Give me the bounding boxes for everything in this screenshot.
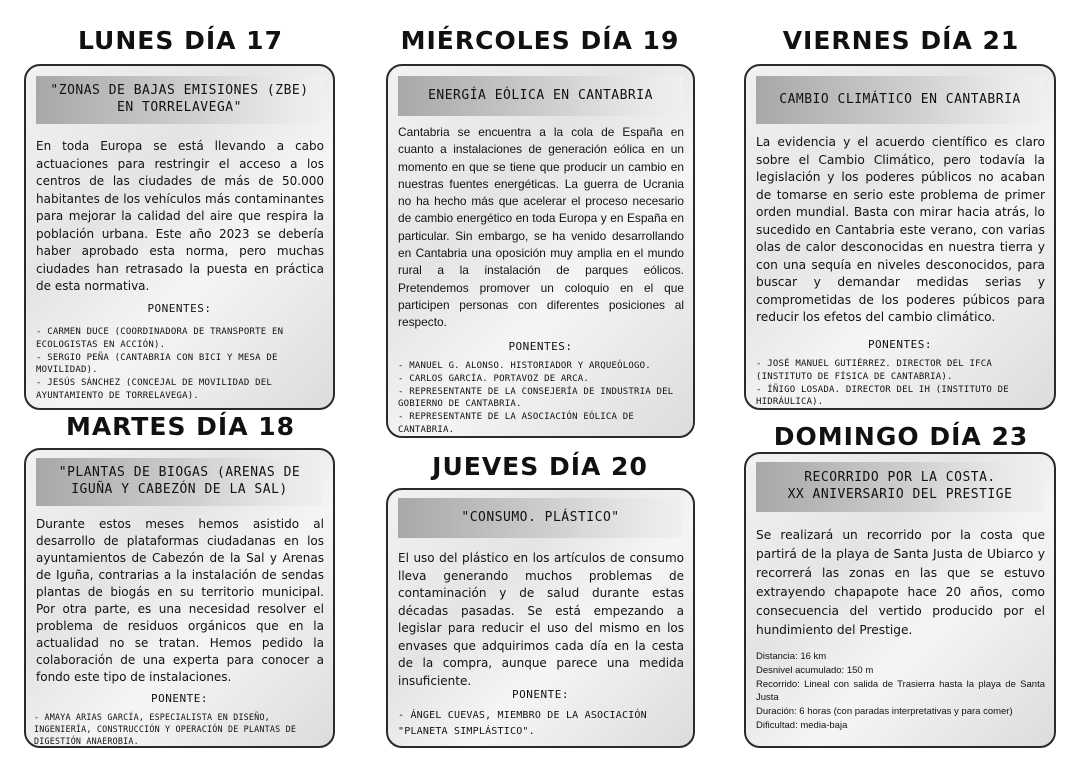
speakers-label-tuesday: PONENTE: xyxy=(151,692,208,705)
event-card-friday xyxy=(744,64,1056,410)
speakers-label-thursday: PONENTE: xyxy=(512,688,569,701)
event-title-monday xyxy=(36,76,323,124)
speaker-item: - JESÚS SÁNCHEZ (CONCEJAL DE MOVILIDAD DEL AYUNTAMIENTO DE TORRELAVEGA). xyxy=(36,378,272,401)
event-title-wednesday xyxy=(398,76,683,116)
speaker-item: - JOSÉ MANUEL GUTIÉRREZ. DIRECTOR DEL IFCA (INSTITUTO DE FÍSICA DE CANTABRIA). xyxy=(756,359,992,382)
event-card-tuesday xyxy=(24,448,335,748)
route-duration: Duración: 6 horas (con paradas interpretativas y para comer) xyxy=(756,706,1013,718)
event-title-friday xyxy=(756,76,1044,124)
event-title-line-1: "PLANTAS DE BIOGAS (ARENAS DE xyxy=(58,465,301,481)
event-title-line-2: XX ANIVERSARIO DEL PRESTIGE xyxy=(787,487,1013,502)
event-title-line-1: RECORRIDO POR LA COSTA. xyxy=(804,470,996,486)
event-card-sunday xyxy=(744,452,1056,748)
speaker-item: - ÁNGEL CUEVAS, MIEMBRO DE LA ASOCIACIÓN "PLANETA SIMPLÁSTICO". xyxy=(398,710,647,737)
speakers-list-monday xyxy=(36,326,323,403)
event-card-wednesday xyxy=(386,64,695,438)
speaker-item: - CARLOS GARCÍA. PORTAVOZ DE ARCA. xyxy=(398,373,590,384)
event-description-monday: En toda Europa se está llevando a cabo actuaciones para restringir el acceso a los centros de las ciudades de más de 50.000 habitantes de los vehículos más contaminantes para mejorar la calidad del aire que respira la población urbana. Este año 2023 se debería haber aprobado esta norma, pero muchas ciudades han retrasado la puesta en práctica de esta normativa. xyxy=(36,139,324,293)
day-title-wednesday: MIÉRCOLES DÍA 19 xyxy=(400,26,680,55)
route-details-sunday xyxy=(756,650,1045,733)
event-description-sunday: Se realizará un recorrido por la costa que partirá de la playa de Santa Justa de Ubiarco y recorrerá las zonas en las que se estuvo extrayendo chapapote hace 20 años, como consecuencia del vertido producido por el hundimiento del Prestige. xyxy=(756,528,1045,637)
speakers-label-wednesday: PONENTES: xyxy=(508,340,573,353)
speakers-label-monday: PONENTES: xyxy=(147,302,212,315)
event-title-line-2: IGUÑA Y CABEZÓN DE LA SAL) xyxy=(71,482,288,497)
speakers-list-tuesday xyxy=(34,712,327,748)
speaker-item: - REPRESENTANTE DE LA CONSEJERÍA DE INDUSTRIA DEL GOBIERNO DE CANTABRIA. xyxy=(398,386,674,410)
route-elevation: Desnivel acumulado: 150 m xyxy=(756,664,874,676)
day-title-monday: LUNES DÍA 17 xyxy=(78,26,283,55)
speaker-item: - AMAYA ARIAS GARCÍA, ESPECIALISTA EN DISEÑO, INGENIERÍA, CONSTRUCCIÓN Y OPERACIÓN DE PLANTAS DE DIGESTIÓN ANAEROBIA. xyxy=(34,712,297,746)
speakers-list-wednesday xyxy=(398,360,683,437)
day-title-thursday: JUEVES DÍA 20 xyxy=(432,452,648,481)
day-title-friday: VIERNES DÍA 21 xyxy=(782,26,1020,55)
event-description-thursday: El uso del plástico en los artículos de consumo lleva generando muchos problemas de contaminación y de salud durante estas décadas pasadas. Se está empezando a legislar para reducir el uso del mismo en los envases que adquirimos cada día en la cesta de la compra, aunque parece una medida insuficiente. xyxy=(398,551,684,688)
event-title-line-1: "ZONAS DE BAJAS EMISIONES (ZBE) xyxy=(50,83,309,99)
route-path: Recorrido: Lineal con salida de Trasierra hasta la playa de Santa Justa xyxy=(756,678,1045,704)
route-difficulty: Dificultad: media-baja xyxy=(756,719,848,731)
route-distance: Distancia: 16 km xyxy=(756,651,827,662)
event-description-tuesday: Durante estos meses hemos asistido al desarrollo de plataformas ciudadanas en los ayuntamientos de Cabezón de la Sal y Arenas de Iguña, contrarias a la instalación de sendas plantas de biogás en su territorio municipal. Por otra parte, es una necesidad resolver el problema de residuos orgánicos que en la actualidad no se tratan. Hemos pedido la colaboración de una experta para conocer a fondo este tipo de instalaciones. xyxy=(36,517,324,684)
speakers-list-thursday xyxy=(398,708,683,740)
event-title-line-1: ENERGÍA EÓLICA EN CANTABRIA xyxy=(428,87,653,103)
day-title-sunday: DOMINGO DÍA 23 xyxy=(773,422,1029,451)
speaker-item: - CARMEN DUCE (COORDINADORA DE TRANSPORTE EN ECOLOGISTAS EN ACCIÓN). xyxy=(36,327,284,350)
day-title-tuesday: MARTES DÍA 18 xyxy=(65,412,296,441)
event-card-thursday xyxy=(386,488,695,748)
speaker-item: - MANUEL G. ALONSO. HISTORIADOR Y ARQUEÓLOGO. xyxy=(398,361,651,371)
speaker-item: - SERGIO PEÑA (CANTABRIA CON BICI Y MESA DE MOVILIDAD). xyxy=(36,352,278,376)
event-title-line-1: CAMBIO CLIMÁTICO EN CANTABRIA xyxy=(779,91,1021,107)
event-title-line-1: "CONSUMO. PLÁSTICO" xyxy=(461,509,620,525)
event-title-thursday xyxy=(398,498,683,538)
event-title-tuesday xyxy=(36,458,323,506)
event-description-friday: La evidencia y el acuerdo científico es claro sobre el Cambio Climático, pero todavía la legislación y los poderes públicos no acaban de tomarse en serio este problema de primer orden mundial. Basta con mirar hacia atrás, lo sucedido en Cantabria este verano, con varias olas de calor desconocidas en nuestra tierra y con una sequía en niveles desconocidos, para buscar y demandar medidas serias y comprometidas de los poderes púbicos para reducir los efetos del cambio climático. xyxy=(756,135,1045,324)
speaker-item: - REPRESENTANTE DE LA ASOCIACIÓN EÓLICA DE CANTABRIA. xyxy=(398,412,634,435)
speaker-item: - ÍÑIGO LOSADA. DIRECTOR DEL IH (INSTITUTO DE HIDRÁULICA). xyxy=(756,384,1009,408)
speakers-label-friday: PONENTES: xyxy=(867,338,933,351)
event-description-wednesday: Cantabria se encuentra a la cola de España en cuanto a instalaciones de generación eólica en un momento en que se tiene que producir un cambio en nuestras fuentes energéticas. La guerra de Ucrania no ha hecho más que acelerar el proceso necesario de cambio energético en toda Europa y en España en particular. Sin embargo, se ha venido desarrollando en Cantabria una oposición muy amplia en el mundo rural a la instalación de parques eólicos. Pretendemos promover un coloquio en el que participen personas con diferentes posiciones al respecto. xyxy=(398,125,684,330)
event-title-sunday xyxy=(756,462,1044,512)
event-title-line-2: EN TORRELAVEGA" xyxy=(117,100,242,115)
speakers-list-friday xyxy=(756,358,1044,409)
event-card-monday xyxy=(24,64,335,410)
